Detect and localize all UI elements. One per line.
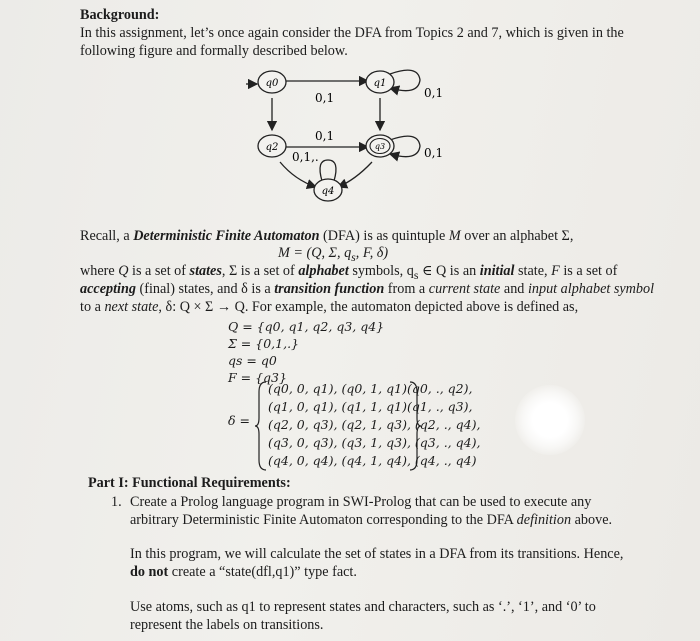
delta-left-brace <box>254 380 268 472</box>
part1-item-number: 1. <box>111 494 122 510</box>
edge-label-q2-q3: 0,1 <box>315 129 335 143</box>
loop-q4 <box>320 160 336 181</box>
intro-line-2: following figure and formally described below. <box>80 43 348 59</box>
recall-line-5: to a next state, δ: Q × Σ → Q. For example, the automaton depicted above is defined as, <box>80 299 579 315</box>
label-q4: q4 <box>321 186 335 197</box>
part1-para3-line-1: Use atoms, such as q1 to represent states and characters, such as ‘.’, ‘1’, and ‘0’ to <box>130 599 596 615</box>
part1-para3-line-2: represent the labels on transitions. <box>130 617 324 633</box>
dfa-diagram <box>240 60 470 210</box>
recall-line-1: Recall, a Deterministic Finite Automaton (DFA) is as quintuple M over an alphabet Σ, <box>80 228 574 244</box>
delta-row-5: (q4, 0, q4), (q4, 1, q4), (q4, ., q4) <box>268 453 477 468</box>
background-heading: Background: <box>80 7 160 23</box>
delta-row-2: (q1, 0, q1), (q1, 1, q1)(q1, ., q3), <box>268 399 473 414</box>
edge-label-q2-q4: 0,1,. <box>292 150 319 164</box>
delta-row-1: (q0, 0, q1), (q0, 1, q1)(q0, ., q2), <box>268 381 473 396</box>
intro-line-1: In this assignment, let’s once again consider the DFA from Topics 2 and 7, which is given in the <box>80 25 624 41</box>
delta-row-3: (q2, 0, q3), (q2, 1, q3), (q2, ., q4), <box>268 417 481 432</box>
part1-title: Part I: Functional Requirements: <box>88 475 291 491</box>
recall-line-3: where Q is a set of states, Σ is a set of alphabet symbols, $q_s$ ∈ Q is an initial state, F is a set of <box>80 263 618 282</box>
edge-q3-q4 <box>338 162 372 187</box>
def-Q: Q = {q0, q1, q2, q3, q4} <box>228 319 385 334</box>
def-F: F = {q3} <box>228 370 287 385</box>
label-q0: q0 <box>265 78 279 89</box>
recall-line-4: accepting (final) states, and δ is a transition function from a current state and input alphabet symbol <box>80 281 655 297</box>
def-Sigma: Σ = {0,1,.} <box>228 336 299 351</box>
def-delta-label: δ = <box>228 413 250 428</box>
light-glare <box>515 385 585 455</box>
edge-label-q1-loop: 0,1 <box>424 86 444 100</box>
edge-label-q0-q1: 0,1 <box>315 91 335 105</box>
delta-row-4: (q3, 0, q3), (q3, 1, q3), (q3, ., q4), <box>268 435 481 450</box>
part1-item-line-1: Create a Prolog language program in SWI-Prolog that can be used to execute any <box>130 494 592 510</box>
def-qs: qs = q0 <box>228 353 277 368</box>
edge-label-q3-loop: 0,1 <box>424 146 444 160</box>
edge-q2-q4 <box>280 162 316 187</box>
label-q3: q3 <box>374 142 386 151</box>
label-q1: q1 <box>373 78 387 89</box>
label-q2: q2 <box>265 142 279 153</box>
part1-item-line-2: arbitrary Deterministic Finite Automaton corresponding to the DFA definition above. <box>130 512 613 528</box>
part1-para2-line-1: In this program, we will calculate the set of states in a DFA from its transitions. Hence, <box>130 546 624 562</box>
recall-quintuple: M = (Q, Σ, $q_s$, F, δ) <box>278 245 389 264</box>
part1-para2-line-2: do not create a “state(dfl,q1)” type fact. <box>130 564 357 580</box>
